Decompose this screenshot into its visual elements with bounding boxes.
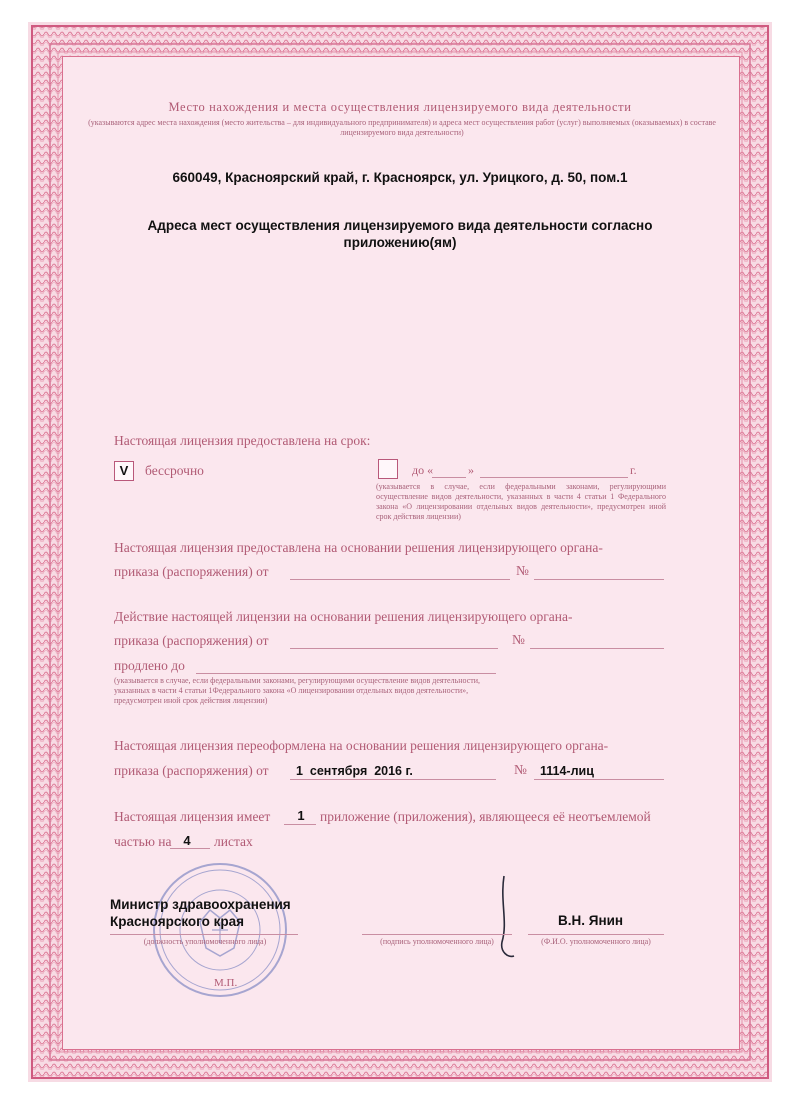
reissue-date-line [290,779,496,780]
license-sheet [28,22,772,1082]
reissue-line2: приказа (распоряжения) от [114,763,269,778]
extension-line2: приказа (распоряжения) от [114,633,269,648]
appendix-line2-prefix: частью на [114,834,172,849]
reissue-number: 1114-лиц [540,764,594,778]
reissue-number-sign: № [514,762,527,777]
extension-number-line [530,648,664,649]
basis-date-line [290,579,510,580]
indefinite-label: бессрочно [145,463,204,478]
appendix-sheets: 4 [183,833,191,848]
signer-name: В.Н. Янин [558,913,624,928]
signature-line [362,934,512,935]
appendix-line2-suffix: листах [214,834,253,849]
indefinite-checkbox: V [114,461,134,481]
until-date-line [480,477,628,478]
basis-number-line [534,579,664,580]
until-checkbox [378,459,398,479]
extension-date-line [290,648,498,649]
basis-line1: Настоящая лицензия предоставлена на основании решения лицензирующего органа- [114,540,603,555]
reissue-number-line [534,779,664,780]
appendix-count: 1 [297,808,305,823]
addresses-note-line1: Адреса мест осуществления лицензируемого вида деятельности согласно [147,218,653,233]
until-suffix: г. [630,463,637,477]
term-label: Настоящая лицензия предоставлена на срок: [114,433,371,448]
position-line [110,934,298,935]
until-day-line [432,477,466,478]
reissue-date: 1 сентября 2016 г. [296,764,413,778]
extension-number-sign: № [512,632,525,647]
position-caption: (должность уполномоченного лица) [143,937,267,946]
name-line [528,934,664,935]
until-prefix: до « [412,463,434,477]
stamp-place: М.П. [214,977,238,989]
basis-number-sign: № [516,563,529,578]
signer-position-line2: Красноярского края [110,914,245,929]
license-address: 660049, Красноярский край, г. Красноярск, ул. Урицкого, д. 50, пом.1 [172,170,628,185]
section-title: Место нахождения и места осуществления лицензируемого вида деятельности [168,100,632,114]
until-mid: » [468,463,474,477]
extended-date-line [196,673,496,674]
extension-line1: Действие настоящей лицензии на основании решения лицензирующего органа- [114,609,573,624]
appendix-prefix: Настоящая лицензия имеет [114,809,271,824]
appendix-suffix: приложение (приложения), являющееся её неотъемлемой [320,809,651,824]
signer-position-line1: Министр здравоохранения [110,897,291,912]
extended-label: продлено до [114,658,185,673]
basis-line2: приказа (распоряжения) от [114,564,269,579]
reissue-line1: Настоящая лицензия переоформлена на основании решения лицензирующего органа- [114,738,609,753]
handwritten-signature [474,872,534,962]
appendix-sheets-line [170,848,210,849]
section-title-note: (указываются адрес места нахождения (место жительства – для индивидуального предпринимателя) и адреса мест осуществления работ (услуг) выполняемых (оказываемых) в составе лицензируемого вида деятельности) [88,118,716,137]
until-note: (указывается в случае, если федеральными законами, регулирующими осуществление видов деятельности, указанных в части 4 статьи 1 Федерального закона «О лицензировании отдельных видов деятельности», предусмотрен иной срок действия лицензии) [376,482,666,521]
addresses-note-line2: приложению(ям) [343,235,457,250]
extension-note: (указывается в случае, если федеральными законами, регулирующими осуществление видов деятельности, указанных в части 4 статьи 1Федерального закона «О лицензировании отдельных видов деятельности», предусмотрен иной срок действия лицензии) [114,676,481,705]
signature-caption: (подпись уполномоченного лица) [380,937,494,946]
appendix-count-line [284,824,316,825]
name-caption: (Ф.И.О. уполномоченного лица) [541,937,651,946]
